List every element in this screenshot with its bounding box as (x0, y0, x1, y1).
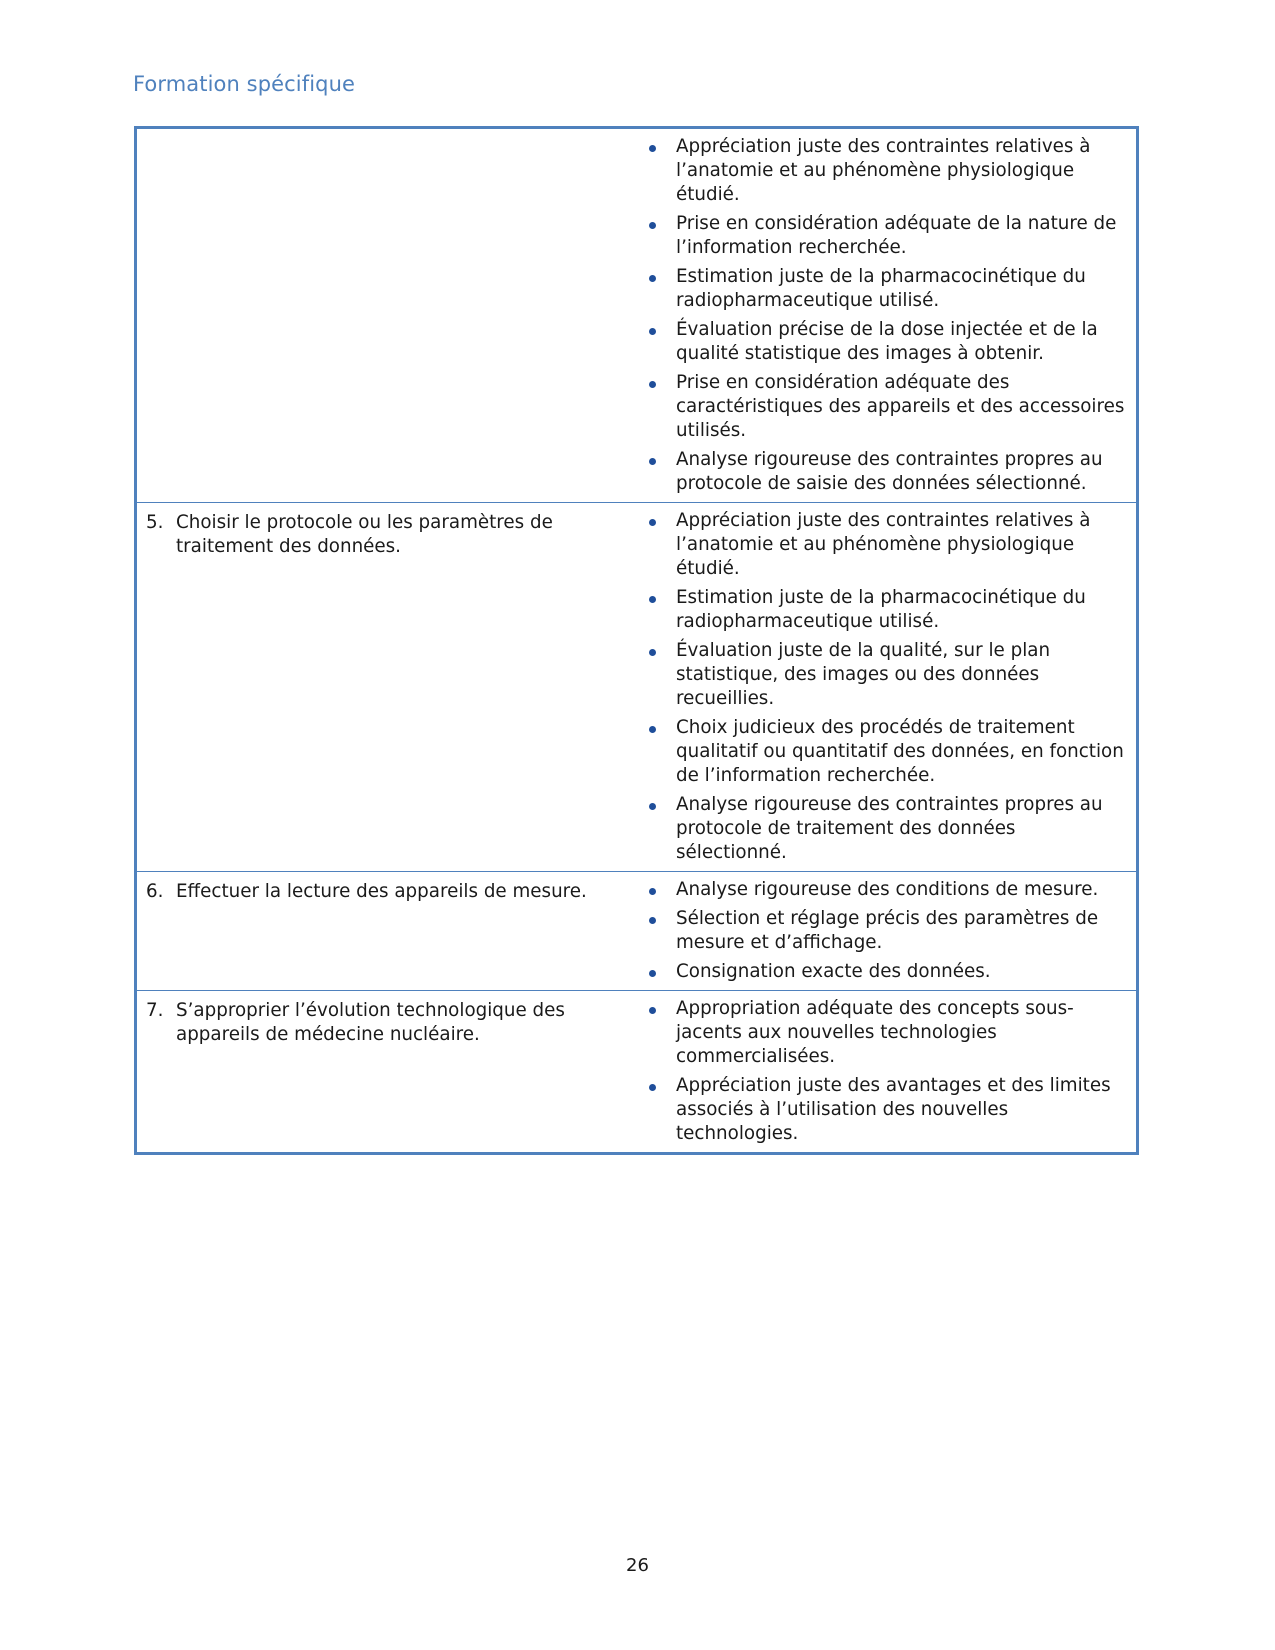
criterion-text: Consignation exacte des données. (676, 961, 991, 982)
list-item (644, 907, 1130, 955)
bullet-icon (649, 649, 656, 656)
bullet-icon (649, 519, 656, 526)
table-row (136, 872, 1138, 991)
table-row (136, 128, 1138, 503)
competency-cell (136, 128, 637, 503)
criteria-list (636, 135, 1130, 496)
criterion-text: Évaluation précise de la dose injectée et de la qualité statistique des images à obtenir. (676, 319, 1098, 364)
criterion-text: Analyse rigoureuse des contraintes propres au protocole de traitement des données sélectionné. (676, 794, 1103, 863)
competency-item (146, 880, 626, 904)
list-item (644, 371, 1130, 443)
competency-table-body (136, 128, 1138, 1154)
list-item (644, 318, 1130, 366)
bullet-icon (649, 145, 656, 152)
table-row (136, 991, 1138, 1154)
bullet-icon (649, 726, 656, 733)
criterion-text: Appropriation adéquate des concepts sous-jacents aux nouvelles technologies commercialisées. (676, 998, 1074, 1067)
bullet-icon (649, 275, 656, 282)
list-item (644, 960, 1130, 984)
criteria-list (636, 997, 1130, 1146)
criteria-cell (636, 503, 1138, 872)
bullet-icon (649, 888, 656, 895)
list-item (644, 135, 1130, 207)
bullet-icon (649, 970, 656, 977)
competency-number: 7. (146, 1000, 164, 1021)
list-item (644, 265, 1130, 313)
list-item (644, 509, 1130, 581)
criterion-text: Choix judicieux des procédés de traitement qualitatif ou quantitatif des données, en fonction de l’information recherchée. (676, 717, 1124, 786)
bullet-icon (649, 381, 656, 388)
criterion-text: Estimation juste de la pharmacocinétique du radiopharmaceutique utilisé. (676, 266, 1086, 311)
list-item (644, 212, 1130, 260)
page-number: 26 (626, 1555, 649, 1576)
section-title: Formation spécifique (133, 72, 356, 96)
list-item (644, 716, 1130, 788)
criterion-text: Évaluation juste de la qualité, sur le plan statistique, des images ou des données recueillies. (676, 640, 1051, 709)
bullet-icon (649, 328, 656, 335)
list-item (644, 793, 1130, 865)
list-item (644, 448, 1130, 496)
criteria-cell (636, 872, 1138, 991)
criterion-text: Appréciation juste des avantages et des limites associés à l’utilisation des nouvelles technologies. (676, 1075, 1111, 1144)
competency-item (146, 999, 626, 1047)
bullet-icon (649, 458, 656, 465)
criteria-cell (636, 991, 1138, 1154)
criteria-list (636, 878, 1130, 984)
competency-number: 5. (146, 512, 164, 533)
competency-text: Choisir le protocole ou les paramètres de traitement des données. (176, 512, 553, 557)
list-item (644, 878, 1130, 902)
list-item (644, 997, 1130, 1069)
competency-table (134, 126, 1139, 1155)
bullet-icon (649, 803, 656, 810)
list-item (644, 586, 1130, 634)
bullet-icon (649, 596, 656, 603)
list-item (644, 639, 1130, 711)
competency-text: Effectuer la lecture des appareils de mesure. (176, 881, 587, 902)
criterion-text: Estimation juste de la pharmacocinétique du radiopharmaceutique utilisé. (676, 587, 1086, 632)
criteria-list (636, 509, 1130, 865)
competency-number: 6. (146, 881, 164, 902)
competency-cell (136, 991, 637, 1154)
bullet-icon (649, 1007, 656, 1014)
competency-cell (136, 872, 637, 991)
competency-cell (136, 503, 637, 872)
competency-item (146, 511, 626, 559)
criterion-text: Analyse rigoureuse des conditions de mesure. (676, 879, 1099, 900)
bullet-icon (649, 222, 656, 229)
criterion-text: Appréciation juste des contraintes relatives à l’anatomie et au phénomène physiologique étudié. (676, 510, 1091, 579)
criterion-text: Prise en considération adéquate des caractéristiques des appareils et des accessoires utilisés. (676, 372, 1125, 441)
criterion-text: Appréciation juste des contraintes relatives à l’anatomie et au phénomène physiologique étudié. (676, 136, 1091, 205)
criterion-text: Analyse rigoureuse des contraintes propres au protocole de saisie des données sélectionné. (676, 449, 1103, 494)
table-row (136, 503, 1138, 872)
bullet-icon (649, 917, 656, 924)
criterion-text: Sélection et réglage précis des paramètres de mesure et d’affichage. (676, 908, 1099, 953)
competency-text: S’approprier l’évolution technologique des appareils de médecine nucléaire. (176, 1000, 565, 1045)
criteria-cell (636, 128, 1138, 503)
criterion-text: Prise en considération adéquate de la nature de l’information recherchée. (676, 213, 1117, 258)
bullet-icon (649, 1084, 656, 1091)
list-item (644, 1074, 1130, 1146)
